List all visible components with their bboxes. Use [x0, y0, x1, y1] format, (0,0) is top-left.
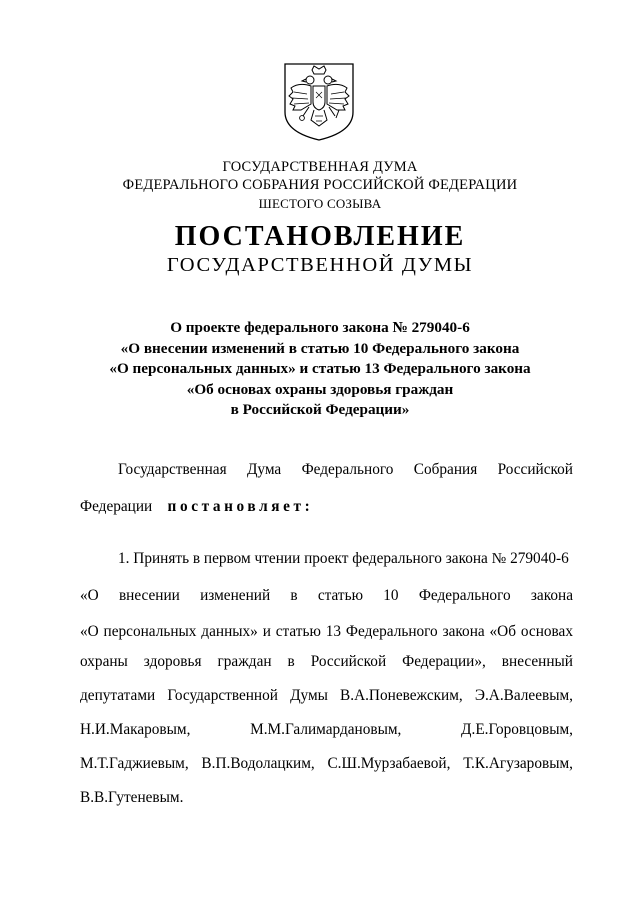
coat-of-arms-emblem	[281, 60, 357, 142]
item1-line: В.В.Гутеневым.	[80, 789, 184, 806]
header-line-convocation: ШЕСТОГО СОЗЫВА	[258, 196, 382, 211]
document-subtitle: ГОСУДАРСТВЕННОЙ ДУМЫ	[166, 254, 474, 276]
item1-line: 1. Принять в первом чтении проект федерального закона № 279040-6	[118, 550, 569, 567]
item1-line: М.Т.Гаджиевым, В.П.Водолацким, С.Ш.Мурзабаевой, Т.К.Агузаровым,	[80, 755, 573, 772]
subject-line: «О внесении изменений в статью 10 Федерального закона	[120, 339, 520, 357]
header-line-assembly: ФЕДЕРАЛЬНОГО СОБРАНИЯ РОССИЙСКОЙ ФЕДЕРАЦИИ	[122, 177, 518, 193]
item1-line: охраны здоровья граждан в Российской Федерации», внесенный	[80, 653, 573, 670]
document-title: ПОСТАНОВЛЕНИЕ	[174, 221, 466, 252]
item1-line: депутатами Государственной Думы В.А.Поневежским, Э.А.Валеевым,	[80, 687, 573, 704]
subject-line: «Об основах охраны здоровья граждан	[186, 380, 454, 398]
preamble-decision-line	[80, 497, 313, 517]
subject-line: в Российской Федерации»	[230, 401, 410, 418]
subject-line: «О персональных данных» и статью 13 Федерального закона	[109, 360, 531, 377]
item1-line: «О персональных данных» и статью 13 Федерального закона «Об основах	[80, 623, 573, 640]
item1-line: Н.И.Макаровым, М.М.Галимардановым, Д.Е.Горовцовым,	[80, 721, 573, 738]
header-line-duma: ГОСУДАРСТВЕННАЯ ДУМА	[222, 159, 418, 175]
resolves-word: постановляет:	[167, 498, 314, 515]
item1-line: «О внесении изменений в статью 10 Федерального закона	[80, 587, 573, 604]
preamble-federation-word: Федерации	[80, 498, 153, 515]
preamble-line: Государственная Дума Федерального Собрания Российской	[118, 461, 573, 478]
subject-line: О проекте федерального закона № 279040-6	[170, 319, 470, 336]
